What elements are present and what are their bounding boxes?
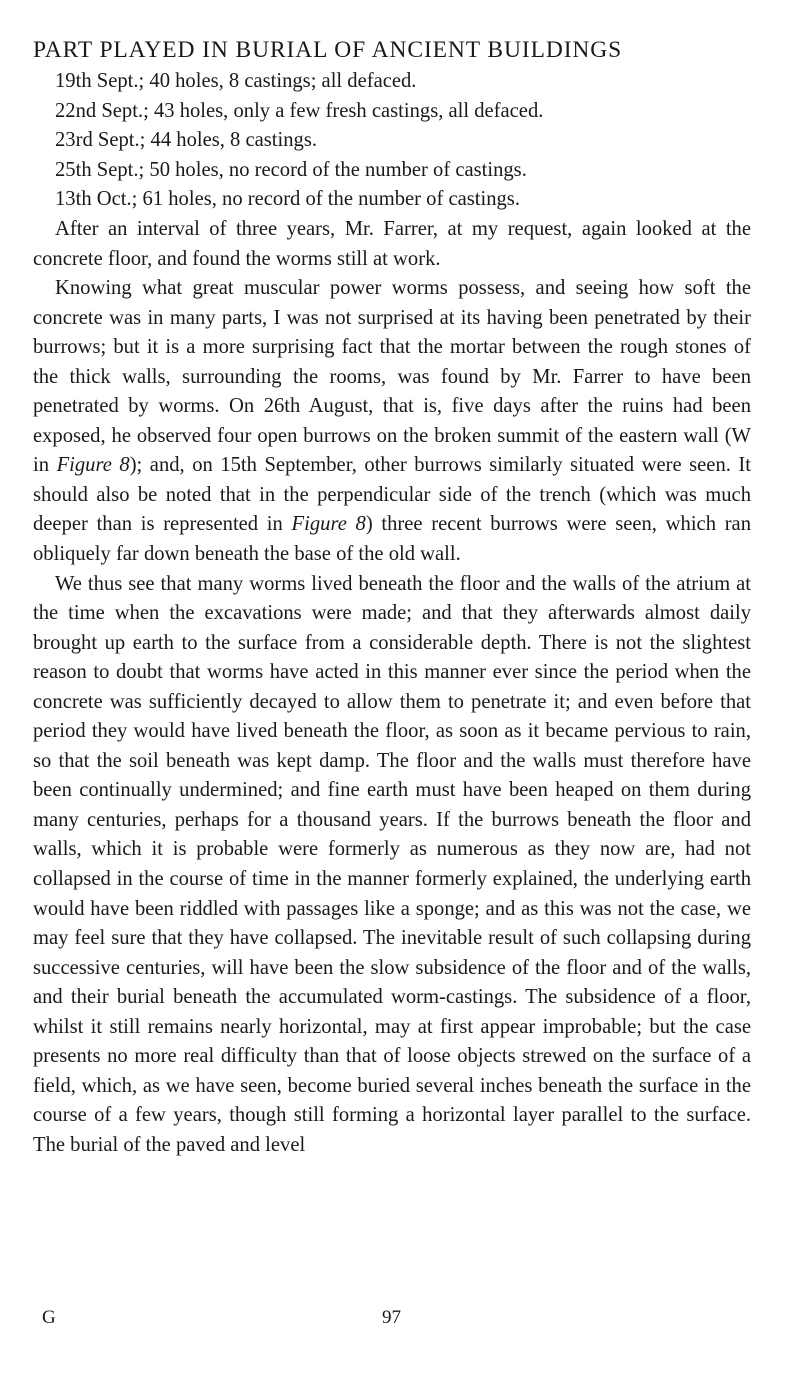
page-footer: [33, 1305, 751, 1331]
log-entry: 23rd Sept.; 44 holes, 8 castings.: [55, 129, 317, 152]
page-number: 97: [382, 1307, 401, 1328]
log-entry: 13th Oct.; 61 holes, no record of the number of castings.: [55, 188, 520, 211]
log-entry: 25th Sept.; 50 holes, no record of the number of castings.: [55, 158, 527, 181]
running-title: PART PLAYED IN BURIAL OF ANCIENT BUILDINGS: [33, 37, 623, 63]
paragraph: We thus see that many worms lived beneath the floor and the walls of the atrium at the time when the excavations were made; and that they afterwards almost daily brought up earth to the surface from a considerable depth. There is not the slightest reason to doubt that worms have acted in this manner ever since the period when the concrete was sufficiently decayed to allow them to penetrate it; and even before that period they would have lived beneath the floor, as soon as it became pervious to rain, so that the soil beneath was kept damp. The floor and the walls must therefore have been continually undermined; and fine earth must have been heaped on them during many centuries, perhaps for a thousand years. If the burrows beneath the floor and walls, which it is probable were formerly as numerous as they now are, had not collapsed in the course of time in the manner formerly explained, the underlying earth would have been riddled with passages like a sponge; and as this was not the case, we may feel sure that they have collapsed. The inevitable result of such collapsing during successive centuries, will have been the slow subsidence of the floor and of the walls, and their burial beneath the accumulated worm-castings. The subsidence of a floor, whilst it still remains nearly horizontal, may at first appear improbable; but the case presents no more real difficulty than that of loose objects strewed on the surface of a field, which, as we have seen, become buried several inches beneath the surface in the course of a few years, though still forming a horizontal layer parallel to the surface. The burial of the paved and level: [33, 572, 751, 1156]
observation-log: [55, 67, 755, 215]
paragraph-text: ); and, on 15th September, other burrows similarly situated were seen. It should also be noted that in the perpendicular side of the trench (which was much deeper than is represented in: [33, 454, 752, 536]
body-text: [33, 215, 751, 1161]
paragraph-text: ) three recent burrows were seen, which ran obliquely far down beneath the base of the old wall.: [33, 513, 751, 566]
log-entry: 19th Sept.; 40 holes, 8 castings; all defaced.: [55, 70, 417, 92]
figure-reference: Figure 8: [291, 513, 366, 536]
figure-reference: Figure 8: [56, 454, 130, 477]
paragraph: After an interval of three years, Mr. Farrer, at my request, again looked at the concrete floor, and found the worms still at work.: [33, 218, 751, 270]
paragraph-text: Knowing what great muscular power worms possess, and seeing how soft the concrete was in many parts, I was not surprised at its having been penetrated by their burrows; but it is a more surprising fact that the mortar between the rough stones of the thick walls, surrounding the rooms, was found by Mr. Farrer to have been penetrated by worms. On 26th August, that is, five days after the ruins had been exposed, he observed four open burrows on the broken summit of the eastern wall (W in: [33, 277, 751, 477]
paragraph: [33, 274, 751, 569]
log-entry: 22nd Sept.; 43 holes, only a few fresh castings, all defaced.: [55, 99, 544, 122]
signature-mark: G: [42, 1307, 56, 1328]
